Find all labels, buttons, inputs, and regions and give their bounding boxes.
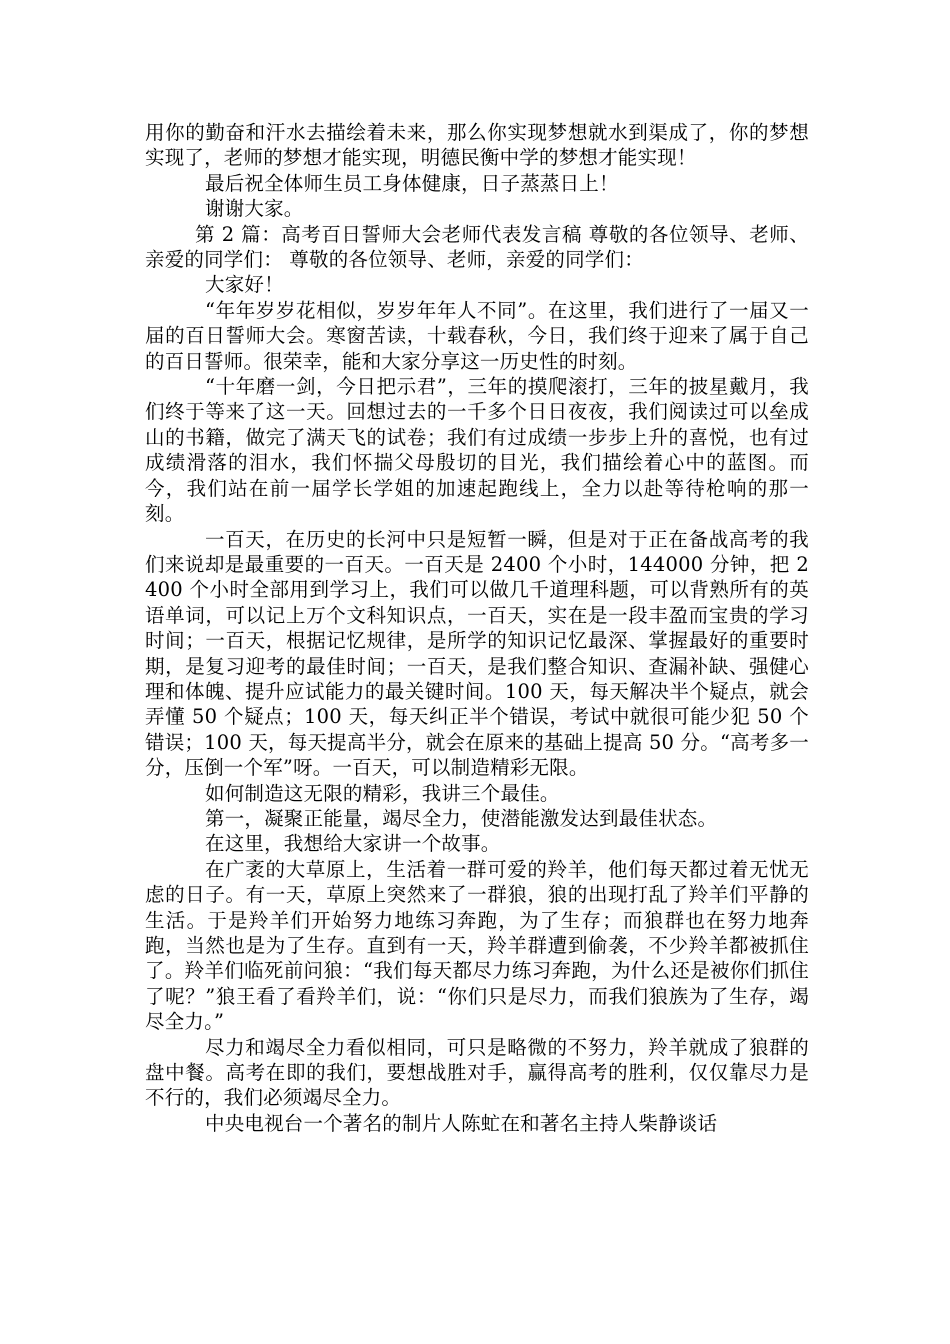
paragraph-14: 中央电视台一个著名的制片人陈虻在和著名主持人柴静谈话: [205, 1111, 718, 1135]
paragraph-5: 大家好！: [205, 273, 284, 297]
paragraph-6: “年年岁岁花相似，岁岁年年人不同”。在这里，我们进行了一届又一届的百日誓师大会。寒窗苦读，十载春秋，今日，我们终于迎来了属于自己的百日誓师。很荣幸，能和大家分享这一历史性的时刻。: [145, 298, 809, 373]
paragraph-8: 一百天，在历史的长河中只是短暂一瞬，但是对于正在备战高考的我们来说却是最重要的一百天。一百天是 2400 个小时，144000 分钟，把 2400 个小时全部用到学习上，我们可以做几千道理科题，可以背熟所有的英语单词，可以记上万个文科知识点，一百天，实在是一段丰盈而宝贵的学习时间；一百天，根据记忆规律，是所学的知识记忆最深、掌握最好的重要时期，是复习迎考的最佳时间；一百天，是我们整合知识、查漏补缺、强健心理和体魄、提升应试能力的最关键时间。100 天，每天解决半个疑点，就会弄懂 50 个疑点；100 天，每天纠正半个错误，考试中就很可能少犯 50 个错误；100 天，每天提高半分，就会在原来的基础上提高 50 分。“高考多一分，压倒一个军”呀。一百天，可以制造精彩无限。: [145, 527, 809, 780]
paragraph-12: 在广袤的大草原上，生活着一群可爱的羚羊，他们每天都过着无忧无虑的日子。有一天，草原上突然来了一群狼，狼的出现打乱了羚羊们平静的生活。于是羚羊们开始努力地练习奔跑，为了生存；而狼群也在努力地奔跑，当然也是为了生存。直到有一天，羚羊群遭到偷袭，不少羚羊都被抓住了。羚羊们临死前问狼：“我们每天都尽力练习奔跑，为什么还是被你们抓住了呢？”狼王看了看羚羊们，说：“你们只是尽力，而我们狼族为了生存，竭尽全力。”: [145, 857, 809, 1034]
paragraph-1: 用你的勤奋和汗水去描绘着未来，那么你实现梦想就水到渠成了，你的梦想实现了，老师的梦想才能实现，明德民衡中学的梦想才能实现！: [145, 121, 809, 170]
paragraph-9: 如何制造这无限的精彩，我讲三个最佳。: [205, 781, 560, 805]
paragraph-3: 谢谢大家。: [205, 197, 304, 221]
paragraph-13: 尽力和竭尽全力看似相同，可只是略微的不努力，羚羊就成了狼群的盘中餐。高考在即的我们，要想战胜对手，赢得高考的胜利，仅仅靠尽力是不行的，我们必须竭尽全力。: [145, 1035, 809, 1110]
paragraph-11: 在这里，我想给大家讲一个故事。: [205, 832, 501, 856]
paragraph-2: 最后祝全体师生员工身体健康，日子蒸蒸日上！: [205, 171, 619, 195]
document-page: [145, 120, 809, 1136]
paragraph-10: 第一，凝聚正能量，竭尽全力，使潜能激发达到最佳状态。: [205, 806, 718, 830]
section-heading: 第 2 篇：高考百日誓师大会老师代表发言稿 尊敬的各位领导、老师、亲爱的同学们： 尊敬的各位领导、老师，亲爱的同学们：: [145, 222, 809, 272]
paragraph-7: “十年磨一剑，今日把示君”，三年的摸爬滚打，三年的披星戴月，我们终于等来了这一天。回想过去的一千多个日日夜夜，我们阅读过可以垒成山的书籍，做完了满天飞的试卷；我们有过成绩一步步上升的喜悦，也有过成绩滑落的泪水，我们怀揣父母殷切的目光，我们描绘着心中的蓝图。而今，我们站在前一届学长学姐的加速起跑线上，全力以赴等待枪响的那一刻。: [145, 375, 809, 526]
